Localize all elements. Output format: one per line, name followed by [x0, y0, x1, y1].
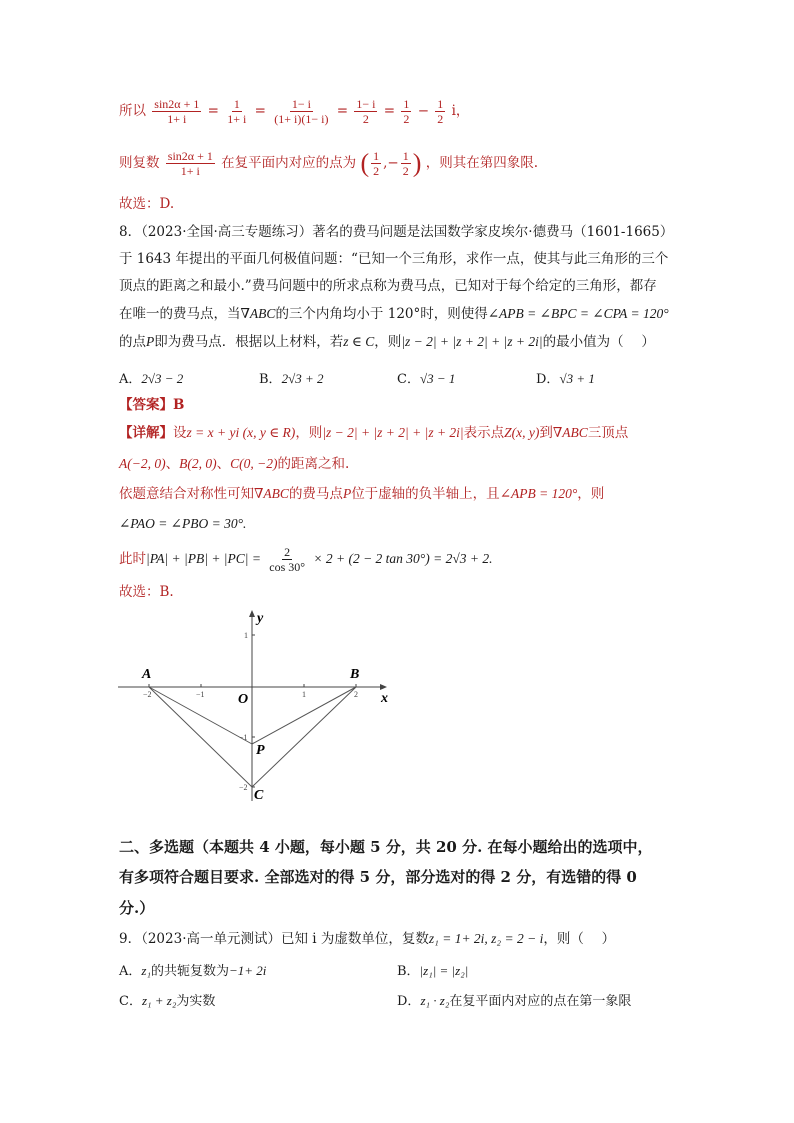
y-tick-1: 1 [244, 631, 248, 640]
q9-options [119, 960, 719, 1010]
segment-bc [252, 687, 356, 787]
sol7-line1: 所以 $\frac{\sin 2\alpha + 1}{1+ i}$ = $\frac{1}{1+ i}$ = $\frac{1- i}{(1+ i)(1- i)}$ = $\frac{1- i}{2}$ = $\frac{1}{2}$ − $\frac{1}{2}$ i， [119, 97, 470, 126]
q9-stem: 9．（2023·高一单元测试）已知 i 为虚数单位，复数z₁ = 1+ 2i, z₂ = 2 − i，则（ ） [119, 931, 616, 947]
q8-line5: 的点P即为费马点．根据以上材料，若z ∈ C，则|z − 2| + |z + 2| + |z + 2i|的最小值为（ ） [119, 334, 655, 350]
q8-line2: 于 1643 年提出的平面几何极值问题：“已知一个三角形，求作一点，使其与此三角形的三个 [119, 251, 669, 267]
q8-detail3: 依题意结合对称性可知∇ABC的费马点P位于虚轴的负半轴上，且∠APB = 120°，则 [119, 486, 605, 502]
fraction: $\frac{1}{2}$ [402, 149, 409, 178]
q8-option-a[interactable]: A．2√3 − 2 [119, 371, 184, 387]
label-x: x [381, 691, 388, 706]
q8-detail4: ∠PAO = ∠PBO = 30°. [119, 516, 247, 531]
section2-line1: 二、多选题（本题共 4 小题，每小题 5 分，共 20 分. 在每小题给出的选项中， [119, 838, 653, 856]
q8-detail2: A(−2, 0)、B(2, 0)、C(0, −2)的距离之和. [119, 456, 350, 472]
q8-line3: 顶点的距离之和最小.”费马问题中的所求点称为费马点，已知对于每个给定的三角形，都存 [119, 278, 657, 294]
sol7-answer: 故选：D. [119, 196, 175, 212]
label-b: B [350, 667, 360, 682]
section2-line2: 有多项符合题目要求. 全部选对的得 5 分，部分选对的得 2 分，有选错的得 0 [119, 868, 637, 886]
fraction: $\frac{1- i}{2}$ [356, 97, 376, 126]
q8-option-d[interactable]: D．√3 + 1 [536, 371, 595, 387]
y-tick-neg2: −2 [239, 783, 248, 792]
label-c: C [254, 788, 264, 803]
q8-detail5: 此时|PA| + |PB| + |PC| = $\frac{2}{\cos 30^\circ}$ × 2 + (2 − 2 tan 30°) = 2√3 + 2. [119, 545, 493, 574]
fraction: $\frac{1}{2}$ [403, 97, 410, 126]
sol7-prefix: 所以 [119, 103, 146, 119]
q8-options [119, 368, 719, 386]
y-axis-arrow [249, 610, 255, 617]
x-tick-neg2: −2 [143, 690, 152, 699]
label-y: y [257, 611, 264, 626]
y-tick-neg1: −1 [239, 733, 248, 742]
x-tick-1: 1 [302, 690, 306, 699]
sol7-line2-mid: 在复平面内对应的点为 [221, 155, 357, 171]
label-p: P [256, 743, 265, 758]
fraction: $\frac{1}{2}$ [373, 149, 380, 178]
fermat-point-diagram [110, 604, 400, 804]
fraction: $\frac{2}{\cos 30^\circ}$ [269, 545, 306, 574]
q8-option-c[interactable]: C．√3 − 1 [397, 371, 456, 387]
fraction: $\frac{1- i}{(1+ i)(1- i)}$ [274, 97, 329, 126]
fraction: $\frac{\sin 2\alpha + 1}{1+ i}$ [154, 97, 200, 126]
segment-ac [149, 687, 252, 787]
section2-line3: 分.） [119, 899, 155, 917]
q8-line4: 在唯一的费马点，当∇ABC的三个内角均小于 120°时，则使得∠APB = ∠BPC = ∠CPA = 120° [119, 306, 669, 322]
q9-option-b[interactable]: B．|z₁| = |z₂| [397, 963, 469, 979]
fraction: $\frac{\sin 2\alpha + 1}{1+ i}$ [167, 149, 213, 178]
q8-option-b[interactable]: B．2√3 + 2 [259, 371, 324, 387]
x-tick-neg1: −1 [196, 690, 205, 699]
q8-detail1: 【详解】设z = x + yi (x, y ∈ R)，则|z − 2| + |z + 2| + |z + 2i|表示点Z(x, y)到∇ABC三顶点 [119, 425, 629, 441]
q9-option-d[interactable]: D．z₁ · z₂在复平面内对应的点在第一象限 [397, 993, 632, 1009]
fraction: $\frac{1}{2}$ [437, 97, 444, 126]
sol7-line2-prefix: 则复数 [119, 155, 160, 171]
fraction: $\frac{1}{1+ i}$ [227, 97, 247, 126]
q9-option-a[interactable]: A．z₁的共轭复数为−1+ 2i [119, 963, 267, 979]
label-o: O [238, 692, 249, 707]
q8-answer: 【答案】B [119, 397, 185, 413]
sol7-line2: 则复数 $\frac{\sin 2\alpha + 1}{1+ i}$ 在复平面内对应的点为 ( $\frac{1}{2}$ ,− $\frac{1}{2}$ ) ，则其在第四象限. [119, 148, 538, 178]
x-axis-arrow [380, 684, 387, 690]
label-a: A [142, 667, 152, 682]
q8-answer-b: 故选：B. [119, 584, 174, 600]
x-tick-2: 2 [354, 690, 358, 699]
q8-line1: 8．（2023·全国·高三专题练习）著名的费马问题是法国数学家皮埃尔·德费马（1601-1665） [119, 224, 674, 240]
sol7-tail: i， [451, 103, 470, 119]
q9-option-c[interactable]: C．z₁ + z₂为实数 [119, 993, 216, 1009]
sol7-line2-tail: ，则其在第四象限. [425, 155, 538, 171]
